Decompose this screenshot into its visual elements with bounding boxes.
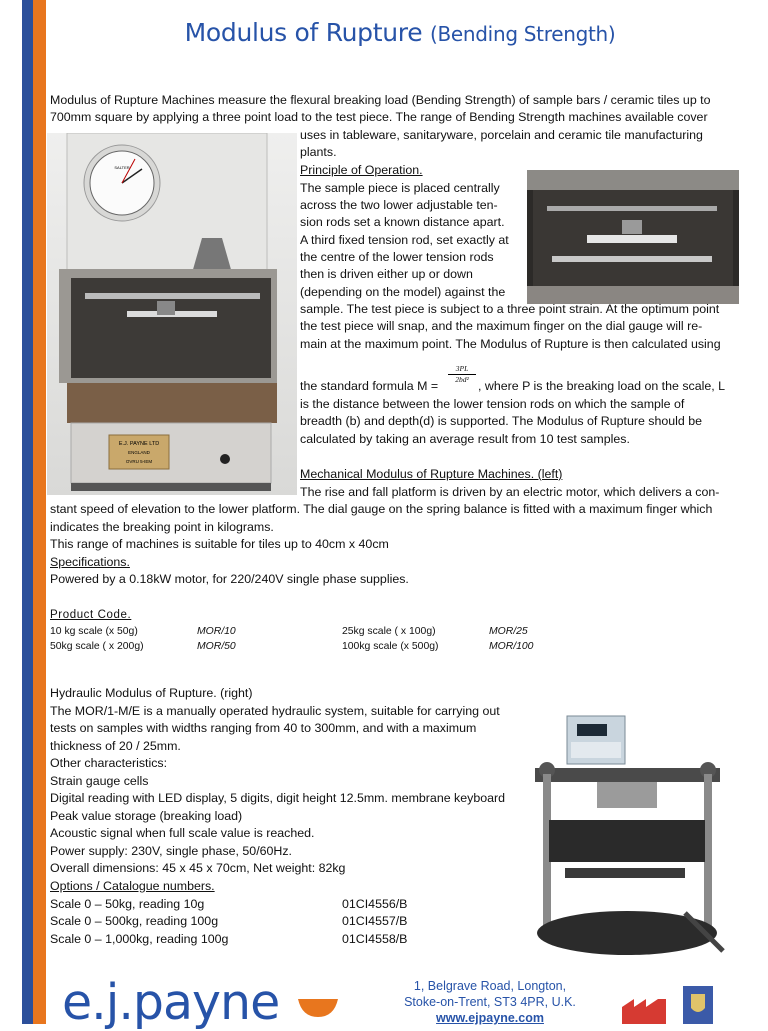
principle-narrow-4: A third fixed tension rod, set exactly at [300,233,509,247]
principle-narrow-5: the centre of the lower tension rods [300,250,494,264]
address-line-1: 1, Belgrave Road, Longton, [413,979,567,993]
product-row-2-b-code: MOR/100 [489,641,534,652]
mechanical-line-1: The rise and fall platform is driven by an electric motor, which delivers a con- [300,485,720,499]
principle-narrow-2: across the two lower adjustable ten- [300,198,498,212]
mechanical-line-4: This range of machines is suitable for tiles up to 40cm x 40cm [50,537,389,551]
principle-wide-2: the test piece will snap, and the maximum finger on the dial gauge will re- [300,319,703,333]
hydraulic-heading: Hydraulic Modulus of Rupture. (right) [50,686,253,700]
mechanical-line-3: indicates the breaking point in kilograms. [50,520,274,534]
principle-narrow-3: sion rods set a known distance apart. [300,215,505,229]
company-logo [62,974,340,1031]
option-2-code: 01CI4557/B [342,914,408,928]
website-link[interactable]: www.ejpayne.com [436,1011,544,1025]
hydraulic-line-6: Digital reading with LED display, 5 digits, digit height 12.5mm. membrane keyboard [50,791,506,805]
option-3-code: 01CI4558/B [342,932,408,946]
machine-knob-icon [220,454,230,464]
specifications-heading: Specifications. [50,555,130,569]
intro-line-1: Modulus of Rupture Machines measure the flexural breaking load (Bending Strength) of sample bars / ceramic tiles up to [50,93,711,107]
product-row-1-a: 10 kg scale (x 50g) [50,626,138,637]
left-stripe-blue [22,0,33,1024]
test-chamber-illustration [527,170,739,304]
factory-logo-icon [620,995,668,1024]
title-sub: (Bending Strength) [429,22,616,46]
hydraulic-line-4: Other characteristics: [50,756,168,770]
company-address [380,978,600,1026]
mechanical-heading: Mechanical Modulus of Rupture Machines. (left) [300,467,563,481]
product-code-heading: Product Code. [50,609,132,621]
machine-plate-line-2: ENGLAND [128,450,150,455]
page-title [50,18,750,47]
logo-bowl-icon [296,993,340,1019]
company-logo-text: e.j.payne [62,974,280,1031]
option-1-label: Scale 0 – 50kg, reading 10g [50,897,205,911]
hydraulic-line-9: Power supply: 230V, single phase, 50/60Hz. [50,844,293,858]
intro-line-4: plants. [300,145,337,159]
formula-numerator: 3PL [448,364,476,375]
specifications-line: Powered by a 0.18kW motor, for 220/240V single phase supplies. [50,572,409,586]
principle-wide-3: main at the maximum point. The Modulus of Rupture is then calculated using [300,337,721,351]
hydraulic-line-3: thickness of 20 / 25mm. [50,739,181,753]
hydraulic-line-7: Peak value storage (breaking load) [50,809,243,823]
hydraulic-line-10: Overall dimensions: 45 x 45 x 70cm, Net weight: 82kg [50,861,346,875]
machine-plate-line-3: OVRU 5-IEM [125,459,153,464]
left-stripe-orange [33,0,46,1024]
intro-line-2: 700mm square by applying a three point load to the test piece. The range of Bending Strength machines available cover [50,110,708,124]
principle-heading: Principle of Operation. [300,163,423,177]
option-3-label: Scale 0 – 1,000kg, reading 100g [50,932,229,946]
option-1-code: 01CI4556/B [342,897,408,911]
principle-wide-1: sample. The test piece is subject to a three point strain. At the optimum point [300,302,720,316]
product-row-2-a: 50kg scale ( x 200g) [50,641,144,652]
dial-label: SALTER [114,165,130,170]
principle-after-3: calculated by taking an average result from 10 test samples. [300,432,630,446]
product-row-1-b-code: MOR/25 [489,626,528,637]
ukas-accreditation-icon [683,986,713,1024]
test-chamber-photo [527,170,739,304]
intro-line-3: uses in tableware, sanitaryware, porcelain and ceramic tile manufacturing [300,128,703,142]
formula-lead: the standard formula M = [300,379,439,393]
formula-tail: , where P is the breaking load on the scale, L [478,379,726,393]
address-line-2: Stoke-on-Trent, ST3 4PR, U.K. [404,995,576,1009]
mechanical-machine-photo [47,133,297,495]
hydraulic-line-8: Acoustic signal when full scale value is reached. [50,826,315,840]
hydraulic-press-photo [525,708,730,963]
option-2-label: Scale 0 – 500kg, reading 100g [50,914,219,928]
hydraulic-press-illustration [525,708,730,963]
title-main: Modulus of Rupture [184,18,423,47]
mechanical-machine-illustration [47,133,297,495]
product-row-1-a-code: MOR/10 [197,626,236,637]
product-row-2-b: 100kg scale (x 500g) [342,641,439,652]
product-row-1-b: 25kg scale ( x 100g) [342,626,436,637]
principle-after-1: is the distance between the lower tension rods on which the sample of [300,397,685,411]
formula [448,364,476,384]
hydraulic-line-1: The MOR/1-M/E is a manually operated hydraulic system, suitable for carrying out [50,704,500,718]
formula-denominator: 2bd² [455,375,469,384]
principle-narrow-6: then is driven either up or down [300,267,473,281]
principle-after-2: breadth (b) and depth(d) is supported. The Modulus of Rupture should be [300,414,703,428]
hydraulic-line-2: tests on samples with widths ranging from 40 to 300mm, and with a maximum [50,721,477,735]
mechanical-line-2: stant speed of elevation to the lower platform. The dial gauge on the spring balance is fitted with a maximum finger which [50,502,713,516]
principle-narrow-1: The sample piece is placed centrally [300,181,500,195]
principle-narrow-7: (depending on the model) against the [300,285,506,299]
options-heading: Options / Catalogue numbers. [50,879,215,893]
hydraulic-line-5: Strain gauge cells [50,774,149,788]
product-row-2-a-code: MOR/50 [197,641,236,652]
machine-plate-line-1: E.J. PAYNE LTD [118,441,160,447]
